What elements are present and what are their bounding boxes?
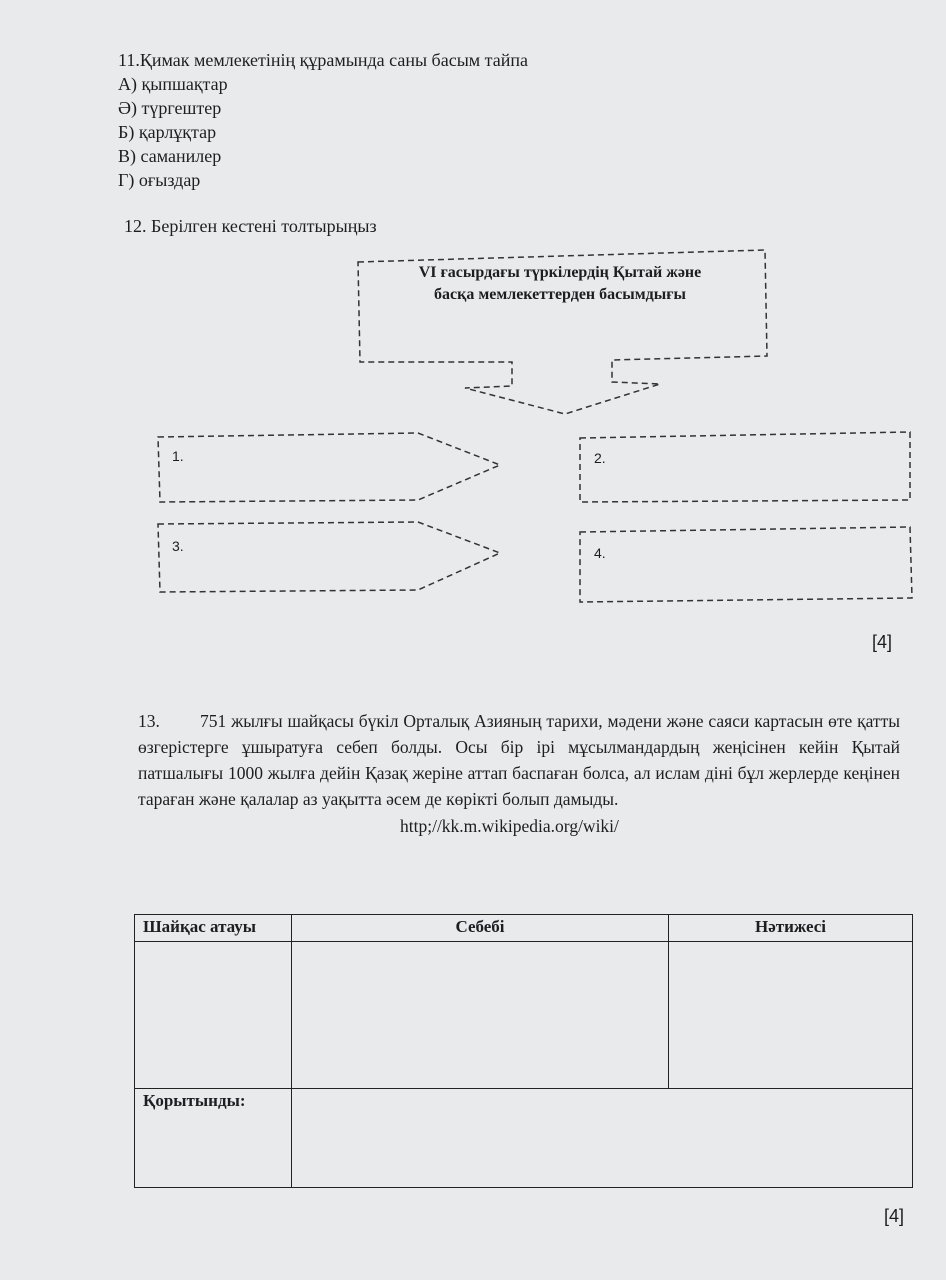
answer-label-3: 3. (172, 538, 184, 554)
option-ae: Ә) түргештер (118, 98, 222, 118)
answer-label-1: 1. (172, 448, 184, 464)
answer-box-1 (158, 433, 500, 502)
answer-box-3 (158, 522, 500, 592)
q13-score: [4] (884, 1206, 905, 1226)
top-box-line-1: VI ғасырдағы түркілердің Қытай және (418, 264, 702, 281)
question-13-number: 13. (138, 711, 160, 731)
question-13 (138, 708, 900, 812)
question-12-diagram (0, 0, 946, 620)
option-g: Г) оғыздар (118, 170, 201, 190)
cell-battle-name[interactable] (135, 942, 292, 1089)
answer-box-2 (580, 432, 910, 502)
top-box-line-2: басқа мемлекеттерден басымдығы (434, 286, 686, 303)
answer-label-4: 4. (594, 545, 606, 561)
battle-table (134, 914, 913, 1188)
table-conclusion-row (135, 1089, 913, 1188)
conclusion-label: Қорытынды: (135, 1089, 292, 1188)
option-a: А) қыпшақтар (118, 74, 228, 94)
header-result: Нәтижесі (669, 915, 913, 942)
question-11-text: 11.Қимак мемлекетінің құрамында саны басым тайпа (118, 50, 529, 70)
header-cause: Себебі (292, 915, 669, 942)
cell-conclusion[interactable] (292, 1089, 913, 1188)
q12-score: [4] (872, 632, 893, 652)
source-link: http;//kk.m.wikipedia.org/wiki/ (400, 816, 619, 836)
option-v: В) саманилер (118, 146, 222, 166)
header-battle-name: Шайқас атауы (135, 915, 292, 942)
table-answer-row (135, 942, 913, 1089)
question-12-title: 12. Берілген кестені толтырыңыз (124, 216, 377, 236)
answer-label-2: 2. (594, 450, 606, 466)
answer-box-4 (580, 527, 912, 602)
cell-result[interactable] (669, 942, 913, 1089)
top-box-title (370, 262, 750, 306)
cell-cause[interactable] (292, 942, 669, 1089)
question-13-text: 751 жылғы шайқасы бүкіл Орталық Азияның тарихи, мәдени және саяси картасын өте қатты өзгерістерге ұшыратуға себеп болды. Осы бір ірі мұсылмандардың жеңісінен кейін Қытай патшалығы 1000 жылға дейін Қазақ жеріне аттап баспаған болса, ал ислам діні бұл жерлерде кеңінен тараған және қалалар аз уақытта әсем де көрікті болып дамыды. (138, 711, 900, 809)
option-b: Б) қарлұқтар (118, 122, 217, 142)
table-header-row (135, 915, 913, 942)
